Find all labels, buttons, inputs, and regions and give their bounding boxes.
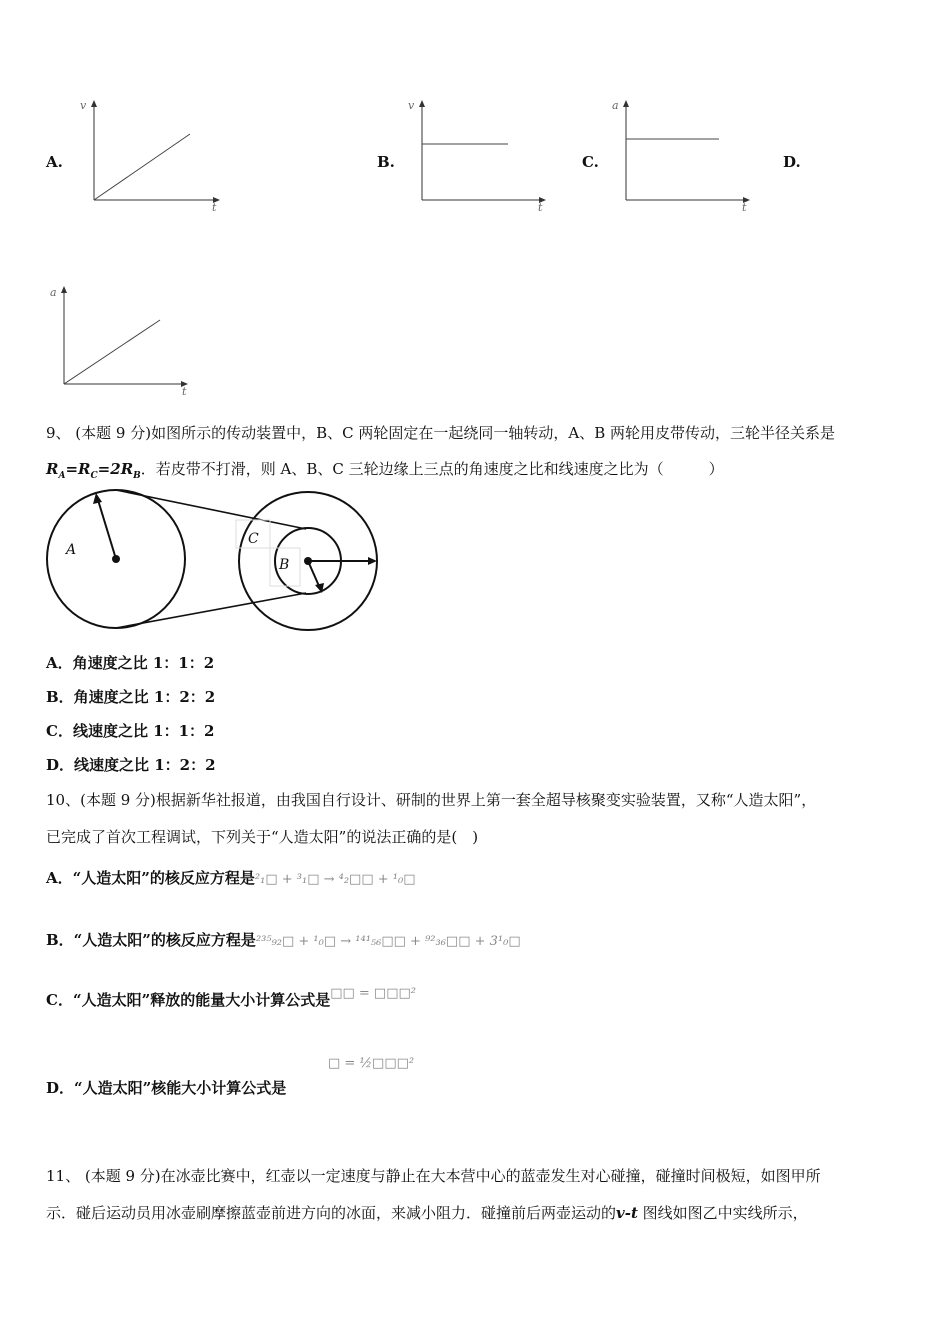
q10-option-a [46, 868, 415, 890]
graph-d [44, 284, 194, 399]
graph-d-y-label: a [50, 286, 57, 299]
q10-option-c [46, 986, 416, 1012]
graph-d-y-arrow [61, 286, 67, 293]
q11-line2-post: 图线如图乙中实线所示， [637, 1204, 808, 1222]
q10-option-c-text: C．“人造太阳”释放的能量大小计算公式是 [46, 991, 331, 1009]
graph-c [606, 98, 756, 213]
relation-eq2: =2 [97, 460, 121, 478]
q9-option-a: A．角速度之比 1：1：2 [46, 654, 215, 672]
option-c-label: C. [582, 153, 599, 171]
graph-c-y-label: a [612, 99, 619, 112]
belt-top [116, 490, 306, 529]
q10-stem-line2: 已完成了首次工程调试，下列关于“人造太阳”的说法正确的是( ) [46, 828, 479, 846]
graph-a [74, 98, 224, 213]
radius-a-arrow [93, 493, 102, 504]
q11-stem-line1: 11、 (本题 9 分)在冰壶比赛中，红壶以一定速度与静止在大本营中心的蓝壶发生对心碰撞，碰撞时间极短，如图甲所 [46, 1167, 821, 1185]
q10-option-b [46, 930, 521, 952]
option-d-label: D. [783, 153, 801, 171]
graph-a-x-label: t [212, 201, 217, 213]
relation-sub-a: A [58, 471, 66, 481]
formula-b: ²³⁵₉₂□ + ¹₀□ → ¹⁴¹₅₆□□ + ⁹²₃₆□□ + 3¹₀□ [255, 934, 521, 949]
relation-ra: R [46, 460, 59, 478]
relation-rb: R [120, 460, 134, 478]
label-a: A [66, 542, 77, 558]
q11-line2-pre: 示．碰后运动员用冰壶刷摩擦蓝壶前进方向的冰面，来减小阻力．碰撞前后两壶运动的 [46, 1204, 617, 1222]
radius-b [308, 561, 319, 586]
q9-stem-line1: 9、 (本题 9 分)如图所示的传动装置中，B、C 两轮固定在一起绕同一轴转动，A、B 两轮用皮带传动，三轮半径关系是 [46, 424, 835, 442]
graph-b [402, 98, 552, 213]
q9-option-d: D．线速度之比 1：2：2 [46, 756, 216, 774]
graph-a-y-arrow [91, 100, 97, 107]
option-a-label: A. [46, 153, 63, 171]
q11-stem-line2 [46, 1203, 808, 1223]
q11-vt: v-t [616, 1204, 638, 1222]
relation-sub-c: C [90, 471, 98, 481]
radius-a [98, 500, 116, 559]
q9-option-c: C．线速度之比 1：1：2 [46, 722, 215, 740]
q10-option-b-text: B．“人造太阳”的核反应方程是 [46, 931, 256, 949]
relation-eq1: = [65, 460, 79, 478]
q9-option-b: B．角速度之比 1：2：2 [46, 688, 216, 706]
option-b-label: B. [377, 153, 395, 171]
q10-stem-line1: 10、(本题 9 分)根据新华社报道，由我国自行设计、研制的世界上第一套全超导核聚变实验装置，又称“人造太阳”， [46, 791, 817, 809]
graph-c-x-label: t [742, 201, 747, 213]
q10-option-d: D．“人造太阳”核能大小计算公式是 [46, 1079, 287, 1097]
graph-d-x-label: t [182, 385, 187, 398]
radius-c-arrow [368, 557, 377, 565]
formula-d: □ = ½□□□² [328, 1056, 415, 1071]
graph-a-line [94, 134, 190, 200]
graph-b-x-label: t [538, 201, 543, 213]
graph-b-y-arrow [419, 100, 425, 107]
graph-b-y-label: v [408, 99, 415, 112]
relation-rc: R [78, 460, 91, 478]
label-b: B [279, 557, 290, 573]
q9-stem-line2 [46, 459, 724, 486]
graph-a-y-label: v [80, 99, 87, 112]
q10-option-a-text: A．“人造太阳”的核反应方程是 [46, 869, 255, 887]
graph-d-line [64, 320, 160, 384]
q9-stem-rest: ．若皮带不打滑，则 A、B、C 三轮边缘上三点的角速度之比和线速度之比为（ ） [140, 460, 724, 478]
belt-drive-figure [40, 488, 385, 638]
formula-a: ²₁□ + ³₁□ → ⁴₂□□ + ¹₀□ [254, 872, 416, 887]
formula-c: □□ = □□□² [330, 986, 416, 1001]
relation-sub-b: B [133, 471, 141, 481]
label-c: C [248, 531, 259, 547]
graph-c-y-arrow [623, 100, 629, 107]
